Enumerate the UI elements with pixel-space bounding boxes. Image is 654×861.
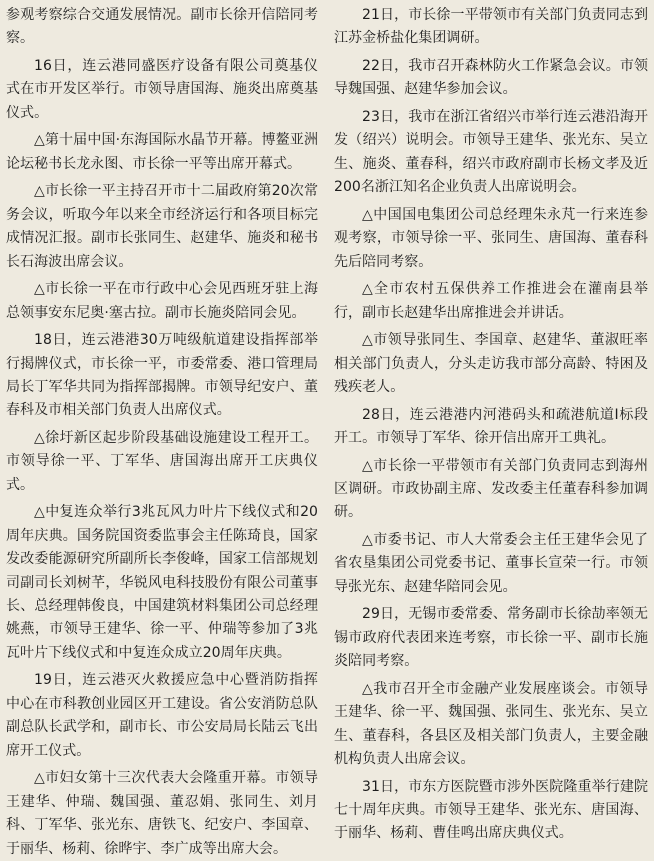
paragraph: △市委书记、市人大常委会主任王建华会见了省农垦集团公司党委书记、董事长宣荣一行。市领导张光东、赵建华陪同会见。 xyxy=(334,532,648,595)
paragraph: △全市农村五保供养工作推进会在灌南县举行，副市长赵建华出席推进会并讲话。 xyxy=(334,281,648,321)
paragraph: 28日，连云港港内河港码头和疏港航道I标段开工。市领导丁军华、徐开信出席开工典礼。 xyxy=(334,406,648,447)
paragraph: 参观考察综合交通发展情况。副市长徐开信陪同考察。 xyxy=(6,7,318,47)
paragraph: △市妇女第十三次代表大会隆重开幕。市领导王建华、仲瑞、魏国强、董忍娟、张同生、刘月科、丁军华、张光东、唐铁飞、纪安户、李国章、于丽华、杨莉、徐晔宇、李广成等出席大会。 xyxy=(6,770,318,857)
paragraph: △徐圩新区起步阶段基础设施建设工程开工。市领导徐一平、丁军华、唐国海出席开工庆典仪式。 xyxy=(6,430,318,493)
paragraph: △第十届中国·东海国际水晶节开幕。博鳌亚洲论坛秘书长龙永图、市长徐一平等出席开幕式。 xyxy=(6,132,318,172)
paragraph: △中复连众举行3兆瓦风力叶片下线仪式和20周年庆典。国务院国资委监事会主任陈琦良，国家发改委能源研究所副所长李俊峰，国家工信部规划司副司长刘树芊，华锐风电科技股份有限公司董事长、总经理韩俊良，中国建筑材料集团公司总经理姚燕，市领导王建华、徐一平、仲瑞等参加了3兆瓦叶片下线仪式和中复连众成立20周年庆典。 xyxy=(6,504,318,661)
paragraph: 21日，市长徐一平带领市有关部门负责同志到江苏金桥盐化集团调研。 xyxy=(334,7,648,47)
paragraph: 16日，连云港同盛医疗设备有限公司奠基仪式在市开发区举行。市领导唐国海、施炎出席奠基仪式。 xyxy=(6,58,318,121)
paragraph: △市长徐一平在市行政中心会见西班牙驻上海总领事安东尼奥·塞古拉。副市长施炎陪同会见。 xyxy=(6,281,318,321)
paragraph: 31日，市东方医院暨市涉外医院隆重举行建院七十周年庆典。市领导王建华、张光东、唐国海、于丽华、杨莉、曹佳鸣出席庆典仪式。 xyxy=(334,778,648,842)
paragraph: 22日，我市召开森林防火工作紧急会议。市领导魏国强、赵建华参加会议。 xyxy=(334,58,648,98)
paragraph: 19日，连云港灭火救援应急中心暨消防指挥中心在市科教创业园区开工建设。省公安消防总队副总队长武学和，副市长、市公安局局长陆云飞出席开工仪式。 xyxy=(6,672,318,759)
paragraph: △中国国电集团公司总经理朱永芃一行来连参观考察，市领导徐一平、张同生、唐国海、董春科先后陪同考察。 xyxy=(334,206,648,270)
paragraph: 29日，无锡市委常委、常务副市长徐劼率领无锡市政府代表团来连考察，市长徐一平、副市长施炎陪同考察。 xyxy=(334,606,648,670)
paragraph: △市长徐一平主持召开市十二届政府第20次常务会议，听取今年以来全市经济运行和各项目标完成情况汇报。副市长张同生、赵建华、施炎和秘书长石海波出席会议。 xyxy=(6,183,318,270)
paragraph: △市领导张同生、李国章、赵建华、董淑旺率相关部门负责人，分头走访我市部分高龄、特困及残疾老人。 xyxy=(334,332,648,396)
left-column xyxy=(6,4,318,857)
paragraph: 23日，我市在浙江省绍兴市举行连云港沿海开发（绍兴）说明会。市领导王建华、张光东、吴立生、施炎、董春科，绍兴市政府副市长杨文孝及近200名浙江知名企业负责人出席说明会。 xyxy=(334,109,648,196)
paragraph: 18日，连云港港30万吨级航道建设指挥部举行揭牌仪式，市长徐一平，市委常委、港口管理局局长丁军华共同为指挥部揭牌。市领导纪安户、董春科及市相关部门负责人出席仪式。 xyxy=(6,332,318,419)
right-column xyxy=(334,4,648,842)
paragraph: △市长徐一平带领市有关部门负责同志到海州区调研。市政协副主席、发改委主任董春科参加调研。 xyxy=(334,457,648,521)
paragraph: △我市召开全市金融产业发展座谈会。市领导王建华、徐一平、魏国强、张同生、张光东、吴立生、董春科，各县区及相关部门负责人，主要金融机构负责人出席会议。 xyxy=(334,680,648,768)
